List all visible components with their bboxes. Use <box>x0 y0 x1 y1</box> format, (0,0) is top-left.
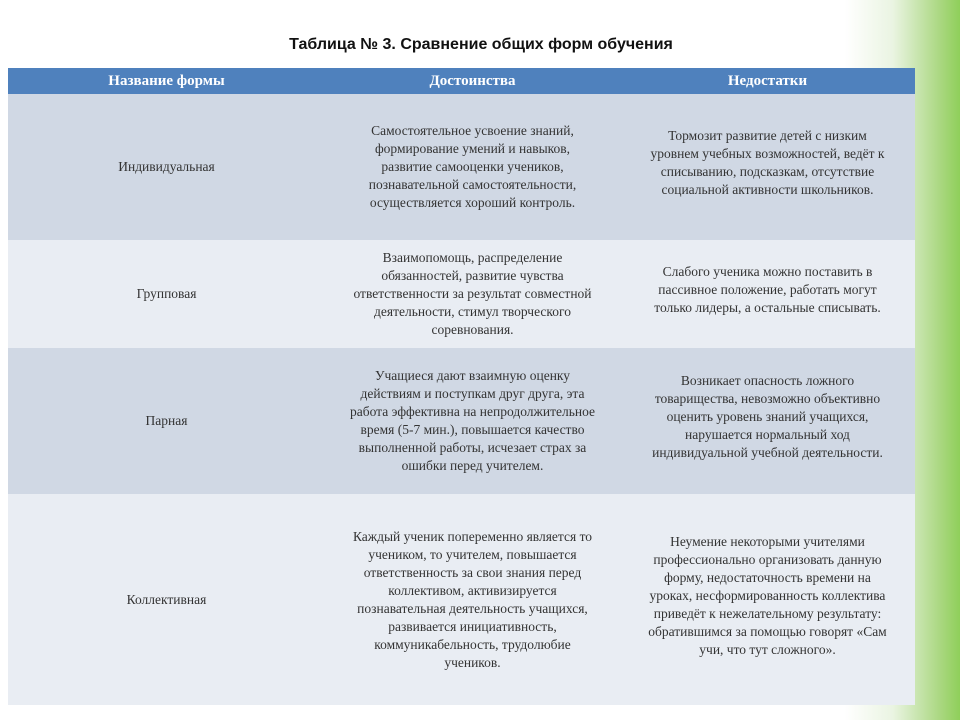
cell-text-line: Неумение некоторыми учителями <box>670 533 865 549</box>
cell-text-line: оценить уровень знаний учащихся, <box>666 409 869 424</box>
table-title: Таблица № 3. Сравнение общих форм обучения <box>289 36 673 53</box>
cell-text-line: познавательной самостоятельности, <box>368 177 577 192</box>
cell-text-line: социальной активности школьников. <box>661 182 874 197</box>
form-name-cell <box>8 348 325 494</box>
form-name-cell <box>8 494 325 705</box>
cell-text-line: Каждый ученик попеременно является то <box>352 528 593 544</box>
cell-text-line: пассивное положение, работать могут <box>658 282 877 297</box>
table-row <box>8 94 915 240</box>
cell-text-line: Взаимопомощь, распределение <box>382 250 563 265</box>
advantages-cell <box>325 240 620 348</box>
advantages-cell <box>325 348 620 494</box>
cell-text-line: учи, что тут сложного». <box>699 641 836 657</box>
cell-text-line: работа эффективна на непродолжительное <box>350 404 595 419</box>
cell-text-line: Возникает опасность ложного <box>680 373 855 388</box>
cell-text-line: выполненной работы, исчезает страх за <box>358 440 587 455</box>
cell-text-line: осуществляется хороший контроль. <box>369 195 576 210</box>
cell-text-line: познавательная деятельность учащихся, <box>357 600 588 616</box>
cell-text-line: соревнования. <box>431 322 514 337</box>
table-row <box>8 240 915 348</box>
cell-text-line: Учащиеся дают взаимную оценку <box>374 368 571 383</box>
disadvantages-cell <box>620 240 915 348</box>
cell-text-line: развивается инициативность, <box>388 618 557 634</box>
cell-text-line: индивидуальной учебной деятельности. <box>652 445 883 460</box>
cell-text-line: обязанностей, развитие чувства <box>381 268 564 283</box>
advantages-cell <box>325 94 620 240</box>
cell-text-line: профессионально организовать данную <box>653 551 882 567</box>
form-name: Индивидуальная <box>118 159 215 174</box>
form-name: Коллективная <box>126 591 207 607</box>
cell-text-line: уровнем учебных возможностей, ведёт к <box>650 146 885 161</box>
cell-text-line: ошибки перед учителем. <box>401 458 544 473</box>
cell-text-line: обратившимся за помощью говорят «Сам <box>648 623 887 639</box>
cell-text-line: ответственности за результат совместной <box>353 286 592 301</box>
cell-text-line: Слабого ученика можно поставить в <box>662 264 873 279</box>
advantages-cell <box>325 494 620 705</box>
cell-text-line: форму, недостаточность времени на <box>664 569 871 585</box>
disadvantages-cell <box>620 494 915 705</box>
form-name: Групповая <box>136 286 197 301</box>
cell-text-line: приведёт к нежелательному результату: <box>653 605 882 621</box>
cell-text-line: товарищества, невозможно объективно <box>654 391 881 406</box>
header-disadvantages: Недостатки <box>727 72 808 89</box>
table-header <box>8 68 915 94</box>
form-name-cell <box>8 240 325 348</box>
cell-text-line: время (5-7 мин.), повышается качество <box>360 422 585 437</box>
form-name-cell <box>8 94 325 240</box>
cell-text-line: списыванию, подсказкам, отсутствие <box>660 164 875 179</box>
cell-text-line: учеников. <box>444 654 501 670</box>
cell-text-line: коллективом, активизируется <box>388 582 557 598</box>
header-advantages: Достоинства <box>429 72 516 89</box>
cell-text-line: Тормозит развитие детей с низким <box>668 128 867 143</box>
cell-text-line: деятельности, стимул творческого <box>374 304 571 319</box>
cell-text-line: формирование умений и навыков, <box>374 141 571 156</box>
cell-text-line: нарушается нормальный ход <box>685 427 850 442</box>
cell-text-line: Самостоятельное усвоение знаний, <box>371 123 574 138</box>
cell-text-line: развитие самооценки учеников, <box>381 159 564 174</box>
cell-text-line: уроках, несформированность коллектива <box>649 587 886 603</box>
cell-text-line: только лидеры, а остальные списывать. <box>654 300 881 315</box>
cell-text-line: коммуникабельность, трудолюбие <box>374 636 571 652</box>
comparison-table <box>8 68 915 705</box>
cell-text-line: действиям и поступкам друг друга, эта <box>360 386 585 401</box>
header-form-name: Название формы <box>108 72 225 89</box>
table-row <box>8 348 915 494</box>
table-row <box>8 494 915 705</box>
cell-text-line: ответственность за свои знания перед <box>363 564 582 580</box>
disadvantages-cell <box>620 94 915 240</box>
form-name: Парная <box>145 413 188 428</box>
disadvantages-cell <box>620 348 915 494</box>
cell-text-line: учеником, то учителем, повышается <box>368 546 577 562</box>
